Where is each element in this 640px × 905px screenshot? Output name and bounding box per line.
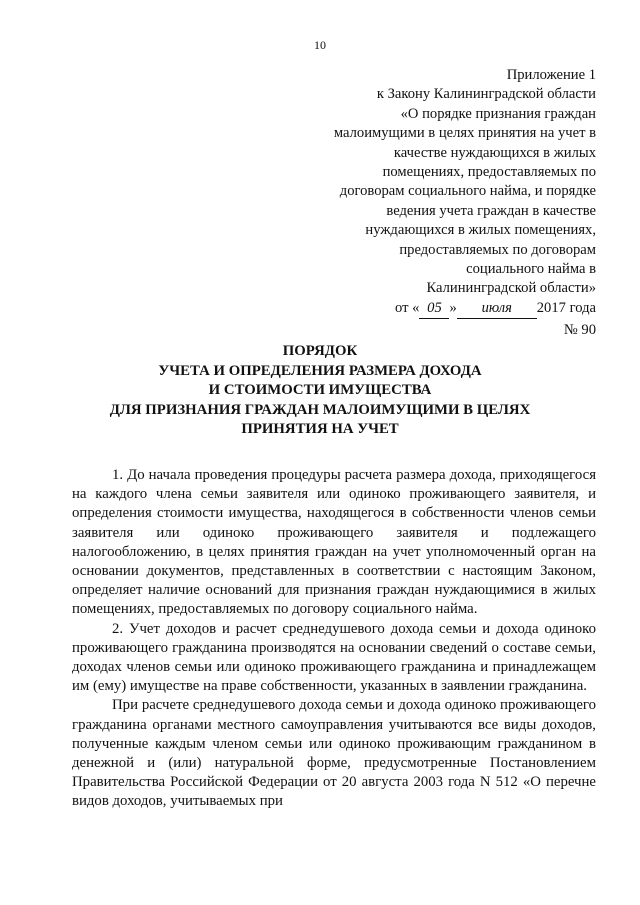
title-line: УЧЕТА И ОПРЕДЕЛЕНИЯ РАЗМЕРА ДОХОДА xyxy=(158,362,482,379)
adoption-date xyxy=(316,299,596,319)
appendix-line: «О порядке признания граждан xyxy=(400,105,596,122)
appendix-line: нуждающихся в жилых помещениях, xyxy=(365,222,596,239)
appendix-line: помещениях, предоставляемых по xyxy=(382,164,596,181)
title-line: ПОРЯДОК xyxy=(282,343,358,359)
paragraph: 1. До начала проведения процедуры расчета размера дохода, приходящегося на каждого члена семьи заявителя или одиноко проживающего заявителя, и определения стоимости имущества, находящегося в собственности членов семьи заявителя или одиноко проживающего заявителя и подлежащего налогообложению, в целях принятия граждан на учет уполномоченный орган на основании документов, представленных в соответствии с настоящим Законом, определяет наличие оснований для признания граждан нуждающимися в жилых помещениях, предоставляемых по договору социального найма. xyxy=(72,467,596,618)
appendix-line: малоимущими в целях принятия на учет в xyxy=(333,125,596,142)
appendix-line: договорам социального найма, и порядке xyxy=(339,183,596,200)
paragraph: При расчете среднедушевого дохода семьи и дохода одиноко проживающего гражданина органами местного самоуправления учитываются все виды доходов, полученные каждым членом семьи или одиноко проживающим гражданином в денежной и (или) натуральной форме, предусмотренные Постановлением Правительства Российской Федерации от 20 августа 2003 года N 512 «О перечне видов доходов, учитываемых при xyxy=(72,697,596,810)
appendix-line: социального найма в xyxy=(466,261,596,278)
title-line: ПРИНЯТИЯ НА УЧЕТ xyxy=(241,421,399,437)
appendix-line: Калининградской области» xyxy=(426,280,596,297)
document-number: № 90 xyxy=(563,322,596,339)
document-body xyxy=(72,466,596,812)
appendix-line: качестве нуждающихся в жилых xyxy=(393,144,596,161)
document-title xyxy=(40,342,600,440)
title-line: И СТОИМОСТИ ИМУЩЕСТВА xyxy=(208,382,432,398)
appendix-block xyxy=(316,66,596,341)
title-line: ДЛЯ ПРИЗНАНИЯ ГРАЖДАН МАЛОИМУЩИМИ В ЦЕЛЯХ xyxy=(109,401,531,418)
date-mid: » xyxy=(449,299,457,316)
appendix-line: ведения учета граждан в качестве xyxy=(386,202,596,219)
paragraph: 2. Учет доходов и расчет среднедушевого дохода семьи и дохода одиноко проживающего гражданина производятся на основании сведений о составе семьи, доходах членов семьи или одиноко проживающего гражданина и принадлежащем им (ему) имуществе на праве собственности, указанных в заявлении гражданина. xyxy=(72,620,596,695)
date-prefix: от « xyxy=(395,299,420,316)
date-day: 05 xyxy=(419,299,449,319)
appendix-line: предоставляемых по договорам xyxy=(399,241,596,258)
date-year: 2017 года xyxy=(536,299,596,316)
appendix-line: Приложение 1 xyxy=(506,67,596,83)
appendix-line: к Закону Калининградской области xyxy=(376,86,596,103)
page-number: 10 xyxy=(314,38,326,52)
date-month: июля xyxy=(457,299,537,319)
